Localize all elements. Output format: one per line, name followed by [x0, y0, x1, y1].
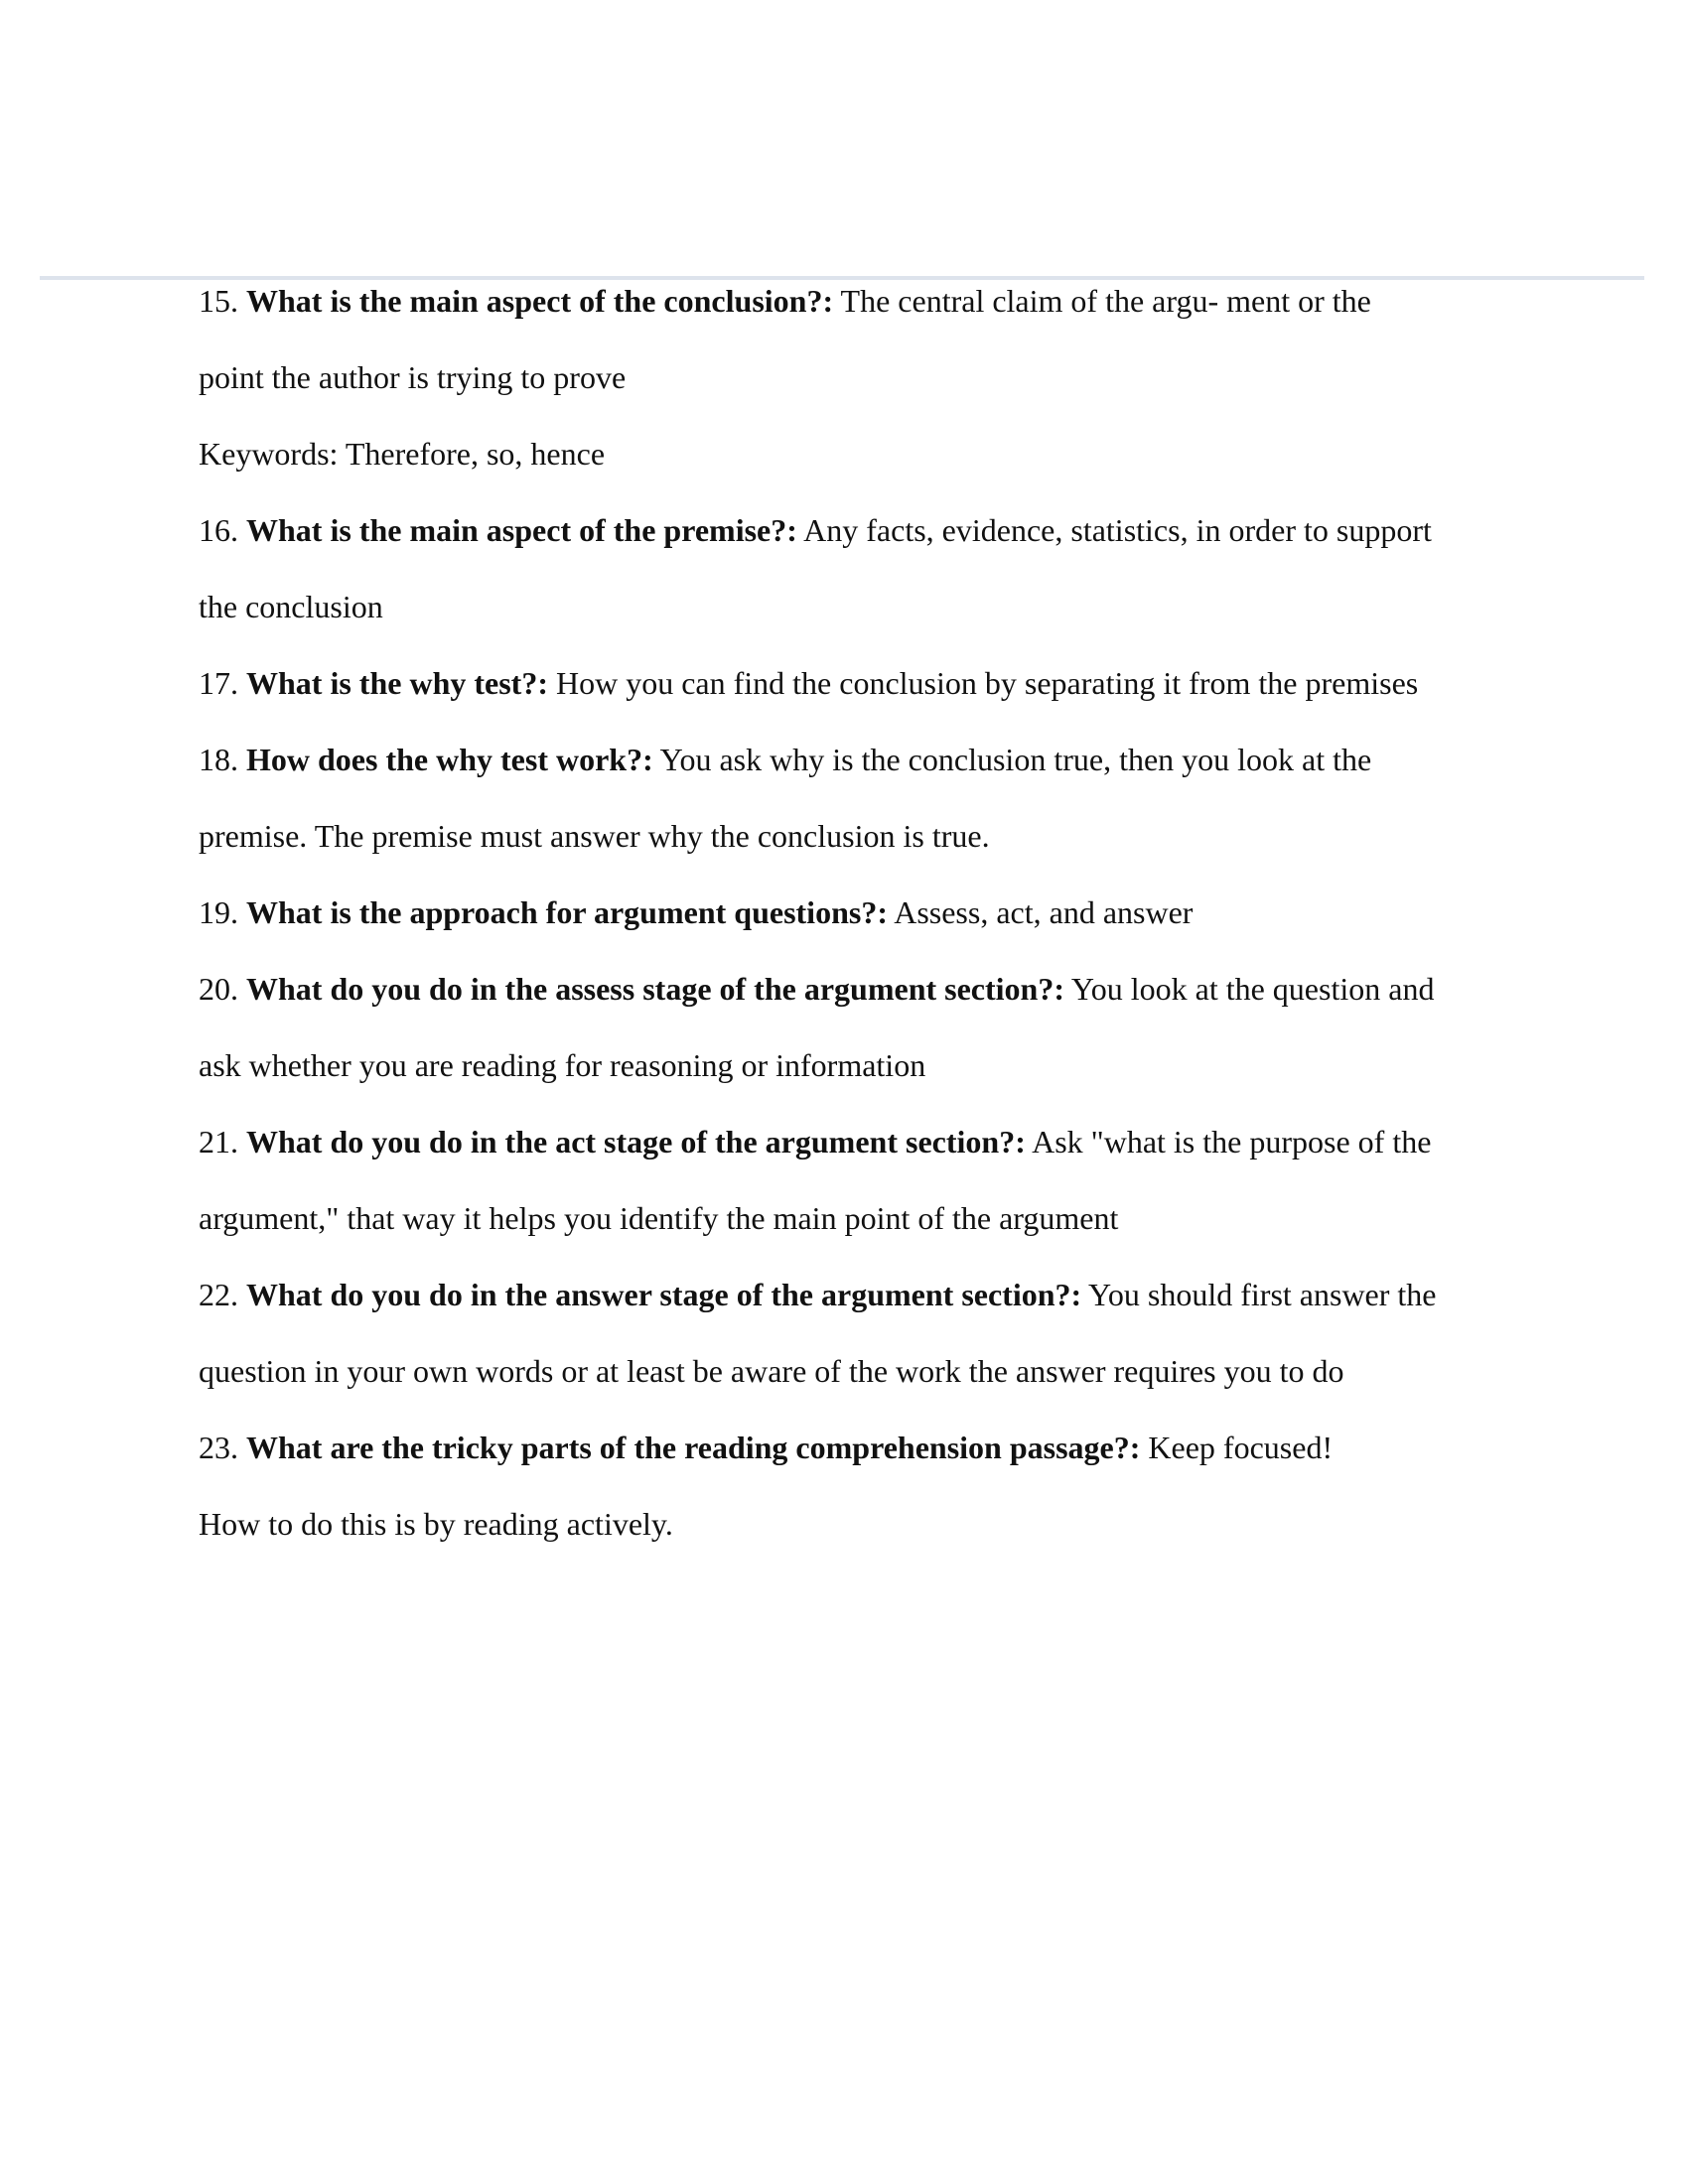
card-20-line-1 [199, 962, 1509, 1038]
item-number: 19. [199, 894, 238, 930]
card-15-line-2 [199, 350, 1509, 427]
answer: Assess, act, and answer [894, 894, 1194, 930]
card-17-line-1 [199, 656, 1509, 733]
card-15-line-1 [199, 274, 1509, 350]
item-number: 15. [199, 283, 238, 319]
answer-continuation: premise. The premise must answer why the conclusion is true. [199, 818, 990, 854]
card-22-line-1 [199, 1268, 1509, 1344]
card-16-line-1 [199, 503, 1509, 580]
question: What is the main aspect of the conclusion?: [246, 283, 834, 319]
card-22-line-2 [199, 1344, 1509, 1421]
answer-continuation: How to do this is by reading actively. [199, 1506, 673, 1542]
question: What is the approach for argument questions?: [246, 894, 888, 930]
answer: The central claim of the argu- ment or the [840, 283, 1371, 319]
item-number: 20. [199, 971, 238, 1007]
card-18-line-1 [199, 733, 1509, 809]
card-20-line-2 [199, 1038, 1509, 1115]
answer: Ask "what is the purpose of the [1032, 1124, 1432, 1160]
answer: You ask why is the conclusion true, then you look at the [659, 742, 1372, 777]
card-15-line-3 [199, 427, 1509, 503]
card-23-line-1 [199, 1421, 1509, 1497]
answer: You look at the question and [1070, 971, 1435, 1007]
item-number: 17. [199, 665, 238, 701]
card-23-line-2 [199, 1497, 1509, 1573]
card-21-line-2 [199, 1191, 1509, 1268]
question: What do you do in the answer stage of the argument section?: [246, 1277, 1082, 1312]
answer-continuation: argument," that way it helps you identify the main point of the argument [199, 1200, 1119, 1236]
question: What do you do in the assess stage of the argument section?: [246, 971, 1064, 1007]
card-16-line-2 [199, 580, 1509, 656]
question: What are the tricky parts of the reading comprehension passage?: [246, 1430, 1141, 1465]
item-number: 21. [199, 1124, 238, 1160]
item-number: 22. [199, 1277, 238, 1312]
item-number: 18. [199, 742, 238, 777]
question: How does the why test work?: [246, 742, 653, 777]
item-number: 16. [199, 512, 238, 548]
question: What is the why test?: [246, 665, 548, 701]
question: What is the main aspect of the premise?: [246, 512, 797, 548]
card-18-line-2 [199, 809, 1509, 886]
answer: Keep focused! [1148, 1430, 1334, 1465]
answer-continuation: point the author is trying to prove [199, 359, 627, 395]
answer-continuation: the conclusion [199, 589, 383, 624]
answer-continuation: question in your own words or at least be aware of the work the answer requires you to do [199, 1353, 1344, 1389]
answer: You should first answer the [1087, 1277, 1437, 1312]
answer: Any facts, evidence, statistics, in order to support [803, 512, 1432, 548]
answer-continuation: Keywords: Therefore, so, hence [199, 436, 606, 472]
answer: How you can find the conclusion by separating it from the premises [555, 665, 1419, 701]
flashcard-list [199, 274, 1509, 1573]
card-21-line-1 [199, 1115, 1509, 1191]
question: What do you do in the act stage of the argument section?: [246, 1124, 1026, 1160]
item-number: 23. [199, 1430, 238, 1465]
card-19-line-1 [199, 886, 1509, 962]
answer-continuation: ask whether you are reading for reasoning or information [199, 1047, 926, 1083]
